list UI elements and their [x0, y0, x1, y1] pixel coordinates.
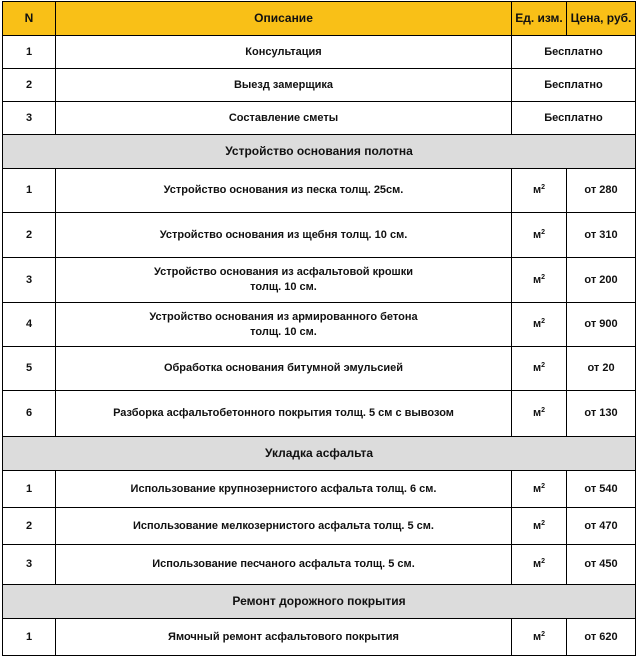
table-row — [3, 471, 636, 508]
table-row — [3, 347, 636, 391]
table-row — [3, 69, 636, 102]
row-description: Использование песчаного асфальта толщ. 5 см. — [56, 545, 512, 585]
row-unit: $м^2$ — [512, 169, 567, 213]
row-description — [56, 303, 512, 347]
row-price: от 280 — [567, 169, 636, 213]
price-table — [2, 1, 636, 656]
row-price: от 620 — [567, 619, 636, 656]
section-title: Устройство основания полотна — [3, 135, 636, 169]
header-num: N — [3, 2, 56, 36]
row-price: от 540 — [567, 471, 636, 508]
row-price: от 900 — [567, 303, 636, 347]
row-unit: $м^2$ — [512, 508, 567, 545]
row-num: 4 — [3, 303, 56, 347]
table-row — [3, 545, 636, 585]
row-price: Бесплатно — [512, 36, 636, 69]
row-price: от 200 — [567, 258, 636, 303]
row-description: Обработка основания битумной эмульсией — [56, 347, 512, 391]
row-num: 1 — [3, 36, 56, 69]
row-num: 5 — [3, 347, 56, 391]
row-unit: $м^2$ — [512, 347, 567, 391]
section-header-asphalt — [3, 437, 636, 471]
header-description: Описание — [56, 2, 512, 36]
table-row — [3, 391, 636, 437]
row-unit: $м^2$ — [512, 619, 567, 656]
row-price: от 470 — [567, 508, 636, 545]
row-description-line2: толщ. 10 см. — [250, 281, 317, 293]
table-header-row — [3, 2, 636, 36]
table-row — [3, 102, 636, 135]
table-row — [3, 213, 636, 258]
row-num: 2 — [3, 69, 56, 102]
row-num: 2 — [3, 213, 56, 258]
row-num: 3 — [3, 545, 56, 585]
section-title: Укладка асфальта — [3, 437, 636, 471]
row-num: 3 — [3, 258, 56, 303]
table-row — [3, 303, 636, 347]
row-num: 2 — [3, 508, 56, 545]
row-description: Разборка асфальтобетонного покрытия толщ. 5 см с вывозом — [56, 391, 512, 437]
row-num: 3 — [3, 102, 56, 135]
section-header-repair — [3, 585, 636, 619]
row-description: Использование крупнозернистого асфальта толщ. 6 см. — [56, 471, 512, 508]
row-price: Бесплатно — [512, 69, 636, 102]
row-unit: $м^2$ — [512, 258, 567, 303]
row-price: Бесплатно — [512, 102, 636, 135]
row-description-line1: Устройство основания из армированного бетона — [149, 310, 418, 323]
row-description-line2: толщ. 10 см. — [250, 325, 317, 338]
header-price: Цена, руб. — [567, 2, 636, 36]
header-unit: Ед. изм. — [512, 2, 567, 36]
row-description-line1: Устройство основания из асфальтовой крошки — [154, 266, 413, 278]
row-unit: $м^2$ — [512, 213, 567, 258]
row-price: от 130 — [567, 391, 636, 437]
table-row — [3, 619, 636, 656]
row-description: Использование мелкозернистого асфальта толщ. 5 см. — [56, 508, 512, 545]
row-price: от 450 — [567, 545, 636, 585]
row-num: 1 — [3, 471, 56, 508]
table-row — [3, 36, 636, 69]
row-num: 6 — [3, 391, 56, 437]
section-header-base — [3, 135, 636, 169]
row-description: Ямочный ремонт асфальтового покрытия — [56, 619, 512, 656]
row-unit: $м^2$ — [512, 545, 567, 585]
row-unit: $м^2$ — [512, 303, 567, 347]
table-row — [3, 169, 636, 213]
row-description: Выезд замерщика — [56, 69, 512, 102]
row-description: Устройство основания из щебня толщ. 10 см. — [56, 213, 512, 258]
row-price: от 20 — [567, 347, 636, 391]
row-num: 1 — [3, 619, 56, 656]
table-row — [3, 258, 636, 303]
row-description: Устройство основания из песка толщ. 25см. — [56, 169, 512, 213]
row-unit: $м^2$ — [512, 391, 567, 437]
section-title: Ремонт дорожного покрытия — [3, 585, 636, 619]
row-unit: $м^2$ — [512, 471, 567, 508]
row-description: Составление сметы — [56, 102, 512, 135]
row-price: от 310 — [567, 213, 636, 258]
table-row — [3, 508, 636, 545]
row-description: Консультация — [56, 36, 512, 69]
row-description — [56, 258, 512, 303]
row-num: 1 — [3, 169, 56, 213]
